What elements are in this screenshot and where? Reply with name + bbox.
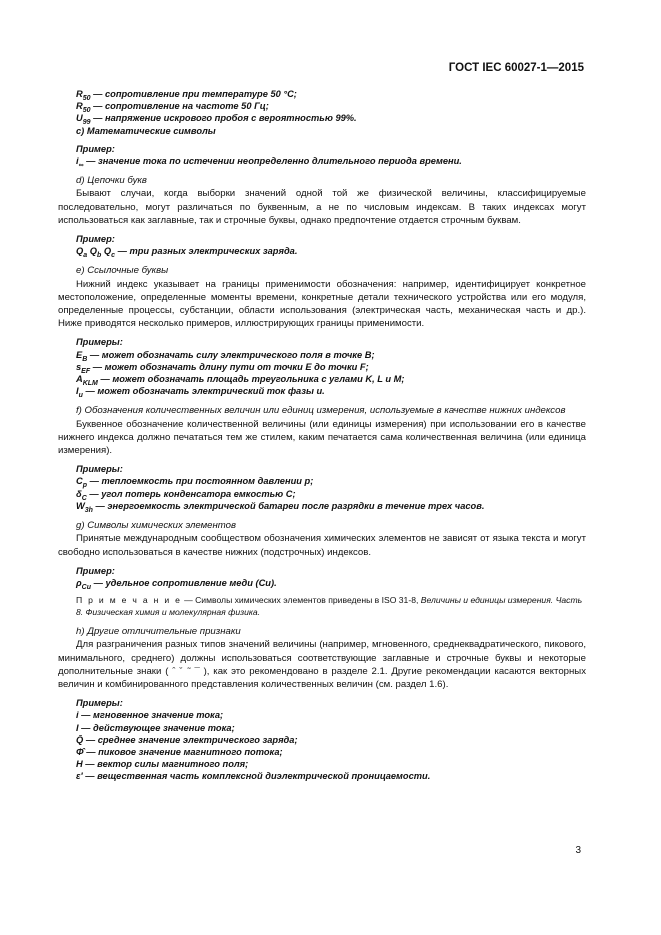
note-reference: Величины и единицы измерения. Часть 8. Физическая химия и молекулярная физика. xyxy=(76,595,583,618)
list-item: i — мгновенное значение тока; xyxy=(76,710,224,721)
list-item: $s_{EF}$ — может обозначать длину пути от точки E до точки F; xyxy=(76,361,369,375)
page-header: ГОСТ IEC 60027-1—2015 xyxy=(448,62,584,74)
example-label: Примеры: xyxy=(76,464,123,475)
section-heading-f: f) Обозначения количественных величин или единиц измерения, используемые в качестве нижних индексов xyxy=(76,405,566,417)
paragraph-f: Буквенное обозначение количественной величины (или единицы измерения) при использовании его в качестве нижнего индекса должно печататься тем же стилем, каким печатается сама количественная величина (или единица измерения). xyxy=(58,418,586,457)
list-item: $C_p$ — теплоемкость при постоянном давлении p; xyxy=(76,476,314,490)
section-heading-g: g) Символы химических элементов xyxy=(76,520,237,532)
example-block-c xyxy=(58,143,586,167)
top-list xyxy=(58,88,586,137)
list-item: ε′ — вещественная часть комплексной диэлектрической проницаемости. xyxy=(76,771,431,782)
example-block-h xyxy=(58,697,586,782)
note-text: — Символы химических элементов приведены в ISO 31-8, xyxy=(181,595,421,606)
list-item: Φ̂ — пиковое значение магнитного потока; xyxy=(76,746,283,757)
note-label: П р и м е ч а н и е xyxy=(76,595,182,606)
example-block-g xyxy=(58,565,586,589)
list-item: $A_{KLM}$ — может обозначать площадь треугольника с углами K, L и M; xyxy=(76,374,405,387)
list-item: $R_{50}$ — сопротивление при температуре 50 °С; xyxy=(76,89,297,102)
list-item: $\rho_{Cu}$ — удельное сопротивление меди (Cu). xyxy=(76,577,277,591)
list-item: $Q_a$ $Q_b$ $Q_c$ — три разных электрических заряда. xyxy=(76,246,298,260)
example-label: Примеры: xyxy=(76,698,123,709)
list-item: H — вектор силы магнитного поля; xyxy=(76,759,249,770)
list-item: Q̄ — среднее значение электрического заряда; xyxy=(76,734,298,745)
list-item: I — действующее значение тока; xyxy=(76,722,235,733)
document-body xyxy=(58,88,586,783)
list-item: $I_u$ — может обозначать электрический ток фазы u. xyxy=(76,386,325,400)
section-heading-c: c) Математические символы xyxy=(76,125,216,136)
section-heading-e: e) Ссылочные буквы xyxy=(76,265,169,277)
list-item: $U_{99}$ — напряжение искрового пробоя с вероятностью 99%. xyxy=(76,113,357,127)
example-block-d xyxy=(58,233,586,260)
example-label: Пример: xyxy=(76,565,115,576)
note xyxy=(58,594,586,618)
paragraph-d: Бывают случаи, когда выборки значений одной той же физической величины, классифицируемые последовательно, могут различаться по буквенным, а не по числовым индексам. В таких индексах могут использоваться как заглавные, так и строчные буквы, однако предпочтение отдается строчным буквам. xyxy=(58,188,586,226)
example-label: Пример: xyxy=(76,143,115,154)
list-item: $E_B$ — может обозначать силу электрического поля в точке B; xyxy=(76,349,375,363)
paragraph-e: Нижний индекс указывает на границы применимости обозначения: например, идентифицирует конкретное местоположение, определенные моменты времени, конкретные детали технического устройства или его модуля, определенные процессы, субстанции, области использования (электрическая часть, механическая часть и др.). Ниже приводятся несколько примеров, иллюстрирующих границы применимости. xyxy=(58,278,586,330)
example-label: Пример: xyxy=(76,234,115,245)
list-item: $i_\infty$ — значение тока по истечении неопределенно длительного периода времени. xyxy=(76,156,462,169)
example-label: Примеры: xyxy=(76,337,123,348)
list-item: $\delta_C$ — угол потерь конденсатора емкостью C; xyxy=(76,488,296,502)
example-block-e xyxy=(58,336,586,400)
list-item: $W_{3h}$ — энергоемкость электрической батареи после разрядки в течение трех часов. xyxy=(76,500,485,514)
paragraph-g: Принятые международным сообществом обозначения химических элементов не зависят от языка текста и могут свободно использоваться в качестве нижних (подстрочных) индексов. xyxy=(58,533,586,558)
paragraph-h: Для разграничения разных типов значений величины (например, мгновенного, среднеквадратического, пикового, минимального, среднего) должны использоваться соответствующие заглавные и строчные буквы и некоторые дополнительные знаки ( ˆ ˇ ˜ ¯ ), как это рекомендовано в разделе 2.1. Другие рекомендации касаются векторных величин и комбинированного представления количественных величин (см. раздел 1.6). xyxy=(58,639,586,690)
section-heading-d: d) Цепочки букв xyxy=(76,175,147,187)
example-block-f xyxy=(58,463,586,512)
page-number: 3 xyxy=(575,845,581,856)
list-item: $R_{50}$ — сопротивление на частоте 50 Гц; xyxy=(76,101,269,115)
section-heading-h: h) Другие отличительные признаки xyxy=(76,626,241,638)
